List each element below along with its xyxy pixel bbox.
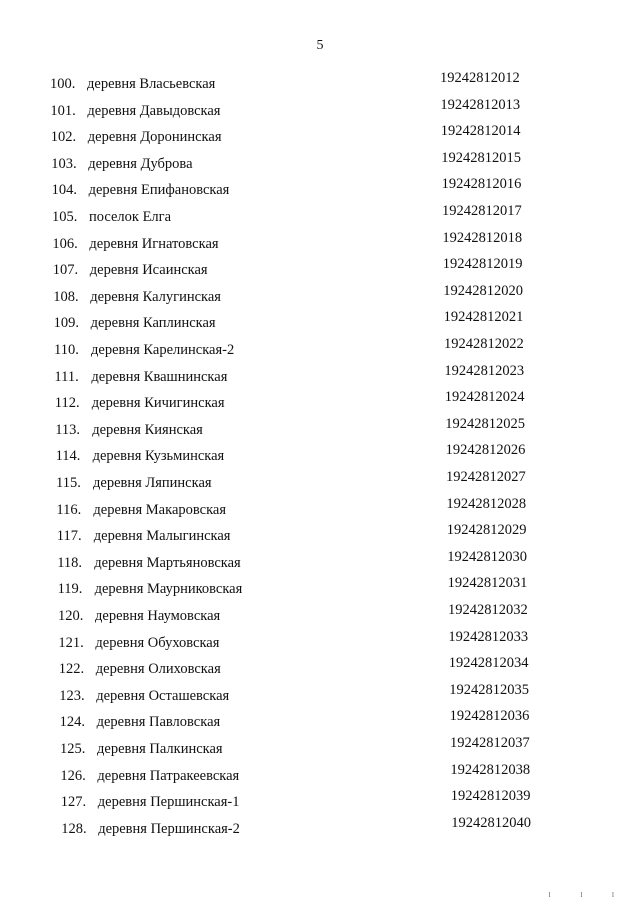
item-number: 126.: [60, 767, 86, 784]
item-name: деревня Палкинская: [97, 741, 223, 757]
item-name: деревня Епифановская: [88, 182, 230, 199]
item-number: 116.: [56, 501, 82, 518]
item-number: 128.: [61, 820, 87, 837]
item-code: 19242812028: [446, 495, 527, 512]
item-name: деревня Дуброва: [88, 155, 193, 172]
item-code: 19242812030: [447, 548, 527, 565]
item-number: 114.: [55, 448, 81, 465]
item-code: 19242812040: [451, 814, 531, 831]
item-name: деревня Каплинская: [90, 315, 216, 332]
item-name: деревня Першинская-1: [97, 794, 240, 811]
page-number: 5: [316, 38, 324, 53]
item-code: 19242812026: [445, 442, 526, 459]
item-code: 19242812012: [440, 70, 520, 86]
item-number: 106.: [52, 235, 78, 252]
item-code: 19242812034: [448, 655, 529, 672]
item-name: деревня Маурниковская: [94, 581, 243, 598]
item-number: 104.: [51, 182, 77, 199]
item-code: 19242812025: [445, 415, 525, 432]
item-code: 19242812033: [448, 628, 529, 645]
item-code: 19242812020: [443, 282, 523, 299]
item-name: деревня Доронинская: [87, 129, 222, 146]
item-name: деревня Мартьяновская: [94, 554, 241, 571]
item-name: деревня Игнатовская: [89, 235, 219, 252]
item-code: 19242812039: [450, 788, 531, 805]
item-code: 19242812021: [443, 309, 524, 326]
item-number: 107.: [52, 262, 79, 279]
item-number: 120.: [58, 608, 84, 624]
item-number: 102.: [50, 129, 77, 146]
item-number: 125.: [60, 741, 86, 757]
item-code: 19242812023: [444, 362, 525, 379]
item-code: 19242812032: [448, 602, 528, 618]
item-number: 115.: [56, 475, 81, 491]
item-code: 19242812013: [440, 96, 521, 113]
item-code: 19242812036: [449, 708, 530, 725]
item-name: деревня Наумовская: [95, 608, 221, 624]
item-name: деревня Осташевская: [96, 687, 230, 704]
item-code: 19242812035: [449, 681, 529, 698]
footer-mark: l l l: [548, 891, 628, 899]
item-name: поселок Елга: [89, 209, 172, 225]
item-number: 113.: [55, 421, 81, 438]
item-number: 112.: [54, 395, 80, 412]
item-name: деревня Исаинская: [89, 262, 208, 279]
item-number: 117.: [56, 528, 82, 545]
item-code: 19242812018: [442, 229, 523, 246]
item-name: деревня Першинская-2: [98, 820, 240, 837]
item-code: 19242812022: [444, 336, 524, 352]
item-name: деревня Олиховская: [95, 661, 221, 678]
item-name: деревня Патракеевская: [97, 767, 240, 784]
item-name: деревня Карелинская-2: [91, 342, 235, 358]
item-name: деревня Макаровская: [93, 501, 227, 518]
item-number: 121.: [58, 634, 84, 651]
item-number: 119.: [57, 581, 83, 598]
item-code: 19242812027: [446, 469, 526, 485]
item-number: 118.: [57, 554, 83, 571]
item-code: 19242812029: [446, 522, 527, 539]
item-name: деревня Кичигинская: [91, 395, 225, 412]
item-number: 110.: [54, 342, 79, 358]
item-code: 19242812031: [447, 575, 528, 592]
item-name: деревня Власьевская: [87, 76, 216, 92]
item-name: деревня Квашнинская: [91, 368, 228, 385]
item-name: деревня Кузьминская: [92, 448, 225, 465]
item-code: 19242812037: [450, 735, 530, 751]
item-number: 105.: [52, 209, 78, 225]
item-name: деревня Ляпинская: [93, 475, 212, 491]
item-number: 100.: [50, 76, 76, 92]
item-code: 19242812014: [440, 123, 521, 140]
item-number: 111.: [54, 368, 79, 385]
item-code: 19242812038: [450, 761, 531, 778]
item-code: 19242812024: [444, 389, 525, 406]
item-code: 19242812015: [441, 149, 521, 166]
item-number: 127.: [60, 794, 87, 811]
item-code: 19242812019: [442, 256, 523, 273]
item-number: 108.: [53, 288, 79, 305]
item-name: деревня Давыдовская: [87, 102, 221, 119]
item-name: деревня Малыгинская: [93, 528, 231, 545]
item-number: 123.: [59, 687, 85, 704]
item-number: 103.: [51, 155, 77, 172]
item-number: 124.: [59, 714, 85, 731]
item-name: деревня Павловская: [96, 714, 221, 731]
item-number: 122.: [58, 661, 85, 678]
item-name: деревня Обуховская: [95, 634, 220, 651]
item-name: деревня Калугинская: [90, 288, 221, 305]
item-number: 109.: [53, 315, 79, 332]
item-number: 101.: [50, 102, 76, 119]
item-code: 19242812017: [442, 203, 522, 219]
item-code: 19242812016: [441, 176, 522, 193]
item-name: деревня Киянская: [92, 421, 203, 438]
